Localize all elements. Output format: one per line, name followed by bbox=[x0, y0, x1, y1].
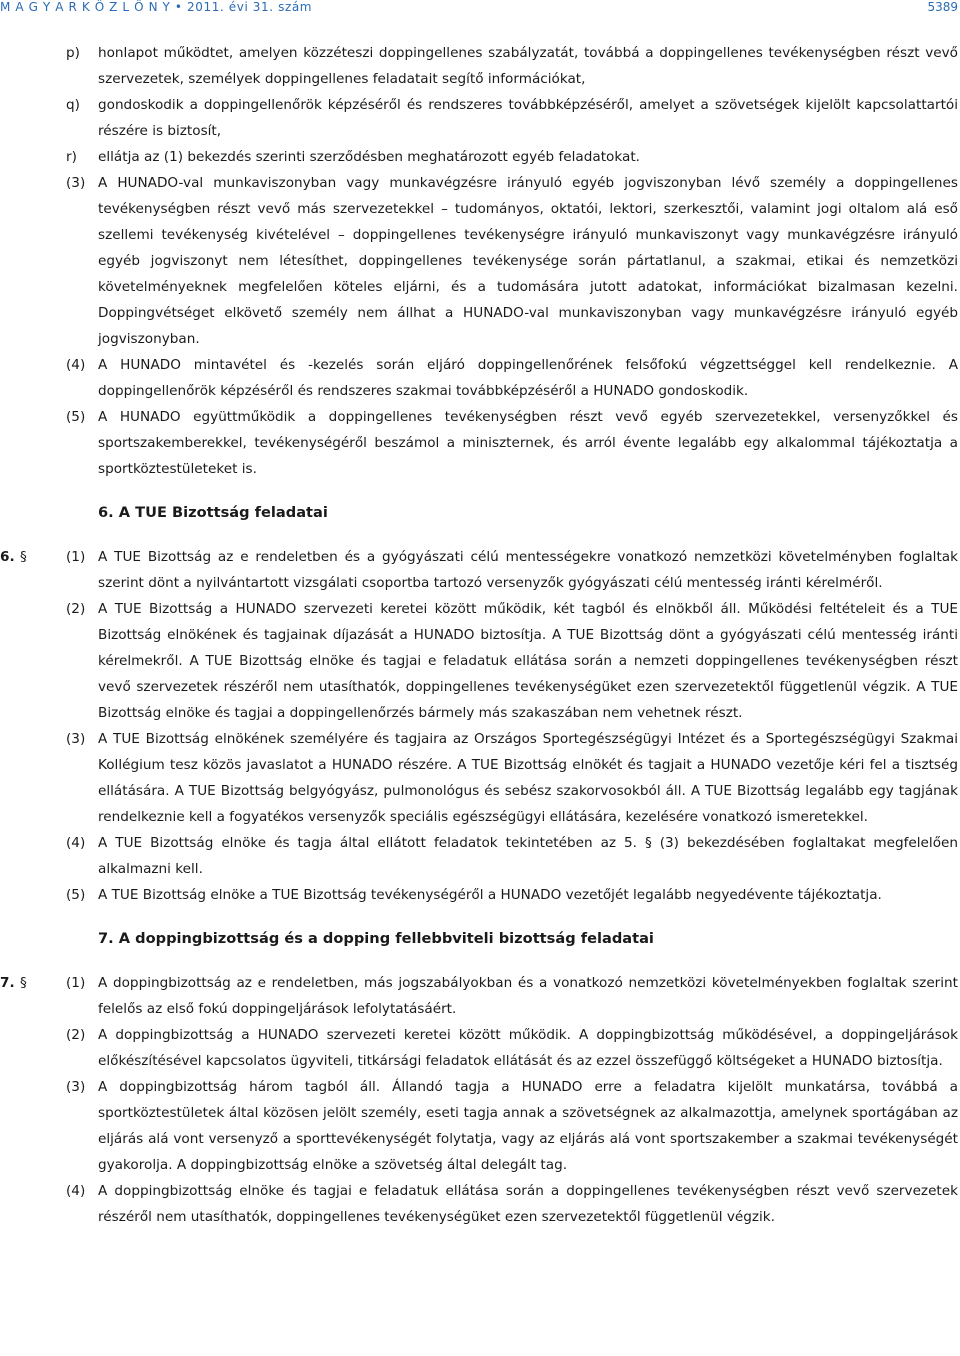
paragraph-label: (3) bbox=[66, 175, 86, 191]
paragraph-label: (3) bbox=[66, 1079, 86, 1095]
paragraph-5-3 bbox=[0, 170, 960, 352]
section-symbol: § bbox=[20, 975, 27, 991]
paragraph-text: A doppingbizottság az e rendeletben, más jogszabályokban és a vonatkozó nemzetközi követelményekben foglaltak szerint felelős az első fokú doppingeljárások lefolytatásáért. bbox=[98, 975, 958, 1017]
paragraph-text: A TUE Bizottság elnökének személyére és tagjaira az Országos Sportegészségügyi Intézet és a Sportegészségügyi Szakmai Kollégium tesz közös javaslatot a HUNADO részére. A TUE Bizottság elnökét és tagjait a HUNADO vezetője kéri fel a tisztség ellátására. A TUE Bizottság belgyógyász, pulmonológus és sebész szakorvosokból áll. A TUE Bizottság legalább egy tagjának rendelkeznie kell a fogyatékos versenyzők speciális egészségügyi ellátására, kezelésére vonatkozó ismeretekkel. bbox=[98, 731, 958, 825]
section-7-paragraph-4 bbox=[0, 1178, 960, 1230]
section-6-paragraph-3 bbox=[0, 726, 960, 830]
paragraph-text: A doppingbizottság elnöke és tagjai e feladatuk ellátása során a doppingellenes tevékenységben részt vevő szervezetek részéről nem utasíthatók, doppingellenes tevékenységüket ezen szervezetektől függetlenül végzik. bbox=[98, 1183, 958, 1225]
section-6-paragraph-1 bbox=[0, 544, 960, 596]
section-7-title: 7. A doppingbizottság és a dopping fellebbviteli bizottság feladatai bbox=[98, 930, 654, 947]
paragraph-label: (5) bbox=[66, 409, 86, 425]
publication-title: M A G Y A R K Ö Z L Ö N Y • 2011. évi 31. szám bbox=[0, 0, 313, 14]
paragraph-label: (4) bbox=[66, 357, 86, 373]
list-item-p bbox=[0, 40, 960, 92]
section-6-title: 6. A TUE Bizottság feladatai bbox=[98, 504, 328, 521]
item-text: gondoskodik a doppingellenőrök képzéséről és rendszeres továbbképzéséről, amelyet a szövetségek kijelölt kapcsolattartói részére is biztosít, bbox=[98, 97, 958, 139]
paragraph-label: (4) bbox=[66, 835, 86, 851]
paragraph-text: A doppingbizottság három tagból áll. Állandó tagja a HUNADO erre a feladatra kijelölt munkatársa, továbbá a sportköztestületek által közösen jelölt személy, eseti tagja annak a szövetségnek az alkalmazottja, amelynek sportágában az eljárás alá vont versenyző a sporttevékenységét folytatja, vagy az eljárás alá vont sportszakember a szakmai tevékenységét gyakorolja. A doppingbizottság elnöke a szövetség által delegált tag. bbox=[98, 1079, 958, 1173]
paragraph-text: A TUE Bizottság elnöke a TUE Bizottság tevékenységéről a HUNADO vezetőjét legalább negyedévente tájékoztatja. bbox=[98, 887, 882, 903]
paragraph-label: (2) bbox=[66, 601, 86, 617]
paragraph-5-5 bbox=[0, 404, 960, 482]
section-symbol: § bbox=[20, 549, 27, 565]
paragraph-text: A TUE Bizottság a HUNADO szervezeti keretei között működik, két tagból és elnökből áll. Működési feltételeit és a TUE Bizottság elnökének és tagjainak díjazását a HUNADO biztosítja. A TUE Bizottság dönt a gyógyászati célú mentesség iránti kérelmekről. A TUE Bizottság elnöke és tagjai e feladatuk ellátása során a nemzeti doppingellenes tevékenységben részt vevő szervezetek részéről nem utasíthatók, doppingellenes tevékenységüket ezen szervezetektől függetlenül végzik. A TUE Bizottság elnöke és tagjai a doppingellenőrzés bármely más szakaszában nem vehetnek részt. bbox=[98, 601, 958, 721]
paragraph-label: (4) bbox=[66, 1183, 86, 1199]
section-number: 7. bbox=[0, 975, 15, 991]
paragraph-text: A doppingbizottság a HUNADO szervezeti keretei között működik. A doppingbizottság működésével, a doppingeljárások előkészítésével kapcsolatos ügyviteli, titkársági feladatok ellátását és az ezzel összefüggő költségeket a HUNADO biztosítja. bbox=[98, 1027, 958, 1069]
document-body bbox=[0, 40, 960, 1230]
section-6-paragraph-2 bbox=[0, 596, 960, 726]
paragraph-5-4 bbox=[0, 352, 960, 404]
section-6-paragraph-4 bbox=[0, 830, 960, 882]
paragraph-label: (5) bbox=[66, 887, 86, 903]
item-label: p) bbox=[66, 45, 80, 61]
item-text: ellátja az (1) bekezdés szerinti szerződésben meghatározott egyéb feladatokat. bbox=[98, 149, 640, 165]
paragraph-label: (1) bbox=[66, 549, 86, 565]
paragraph-text: A TUE Bizottság elnöke és tagja által ellátott feladatok tekintetében az 5. § (3) bekezdésében foglaltakat megfelelően alkalmazni kell. bbox=[98, 835, 958, 877]
section-7-paragraph-2 bbox=[0, 1022, 960, 1074]
paragraph-text: A TUE Bizottság az e rendeletben és a gyógyászati célú mentességekre vonatkozó nemzetközi követelményben foglaltak szerint dönt a nyilvántartott vizsgálati csoportba tartozó versenyzők gyógyászati célú mentesség iránti kérelméről. bbox=[98, 549, 958, 591]
section-7-paragraph-3 bbox=[0, 1074, 960, 1178]
section-6-paragraph-5 bbox=[0, 882, 960, 908]
paragraph-text: A HUNADO mintavétel és -kezelés során eljáró doppingellenőrének felsőfokú végzettséggel kell rendelkeznie. A doppingellenőrök képzéséről és rendszeres szakmai továbbképzéséről a HUNADO gondoskodik. bbox=[98, 357, 958, 399]
item-text: honlapot működtet, amelyen közzéteszi doppingellenes szabályzatát, továbbá a doppingellenes tevékenységben részt vevő szervezetek, személyek doppingellenes feladatait segítő információkat, bbox=[98, 45, 958, 87]
section-7-paragraph-1 bbox=[0, 970, 960, 1022]
paragraph-text: A HUNADO együttműködik a doppingellenes tevékenységben részt vevő egyéb szervezetekkel, versenyzőkkel és sportszakemberekkel, tevékenységéről beszámol a miniszternek, és arról évente legalább egy alkalommal tájékoztatja a sportköztestületeket is. bbox=[98, 409, 958, 477]
page-header bbox=[0, 0, 960, 18]
list-item-r bbox=[0, 144, 960, 170]
paragraph-label: (2) bbox=[66, 1027, 86, 1043]
item-label: r) bbox=[66, 149, 77, 165]
paragraph-text: A HUNADO-val munkaviszonyban vagy munkavégzésre irányuló egyéb jogviszonyban lévő személy a doppingellenes tevékenységben részt vevő más szervezetekkel – tudományos, oktatói, lektori, szerkesztői, valamint jogi oltalom alá eső szellemi tevékenység kivételével – doppingellenes tevékenységre irányuló munkaviszonyt vagy munkavégzésre irányuló egyéb jogviszonyt nem létesíthet, doppingellenes tevékenysége során pártatlanul, a szakmai, etikai és nemzetközi követelményeknek megfelelően köteles eljárni, és a tudomására jutott adatokat, információkat bizalmasan kezelni. Doppingvétséget elkövető személy nem állhat a HUNADO-val munkaviszonyban vagy munkavégzésre irányuló egyéb jogviszonyban. bbox=[98, 175, 958, 347]
section-number: 6. bbox=[0, 549, 15, 565]
list-item-q bbox=[0, 92, 960, 144]
paragraph-label: (1) bbox=[66, 975, 86, 991]
paragraph-label: (3) bbox=[66, 731, 86, 747]
item-label: q) bbox=[66, 97, 80, 113]
page-number: 5389 bbox=[927, 0, 958, 14]
